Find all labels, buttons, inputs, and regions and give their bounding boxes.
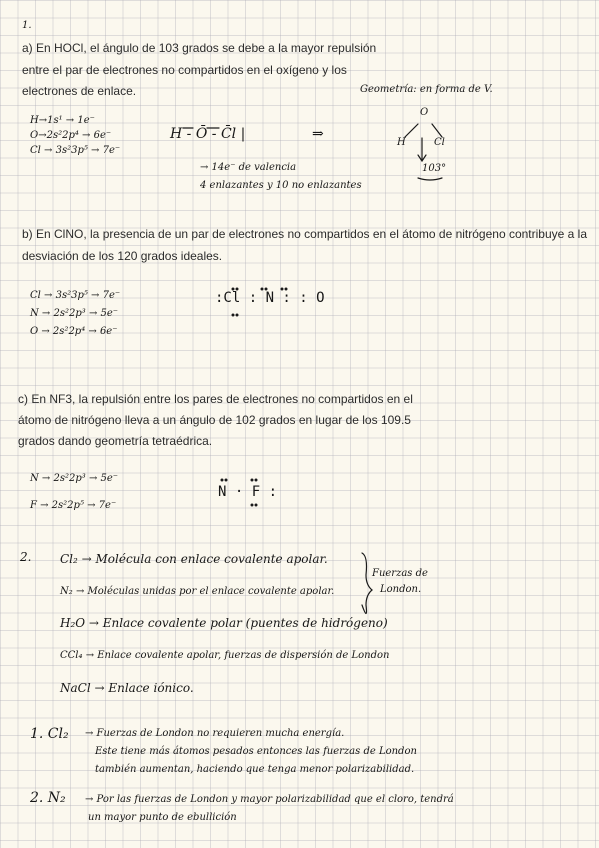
part-c-line-3: grados dando geometría tetraédrica. [18, 434, 213, 448]
config-h: H→1s¹ → 1e⁻ [30, 115, 95, 126]
molecule-cl-atom: Cl [434, 137, 445, 148]
lewis-hocl: H - Ō - C̄l | [170, 126, 246, 142]
answer-1-line-2: Este tiene más átomos pesados entonces las fuerzas de London [95, 746, 417, 757]
answer-2-label: 2. N₂ [30, 790, 66, 806]
part-a-line-1: a) En HOCl, el ángulo de 103 grados se debe a la mayor repulsión [22, 41, 377, 55]
config-o: O→2s²2p⁴ → 6e⁻ [30, 130, 112, 141]
compound-cl2: Cl₂ → Molécula con enlace covalente apolar. [60, 552, 328, 566]
part-a-line-3: electrones de enlace. [22, 84, 137, 98]
section-number-2: 2. [20, 550, 32, 564]
angle-arrow-icon [418, 138, 426, 161]
lewis-nf3: N · F : [218, 484, 278, 500]
molecule-o-atom: O [420, 107, 429, 118]
geometry-note: Geometría: en forma de V. [360, 84, 493, 95]
part-b-line-2: desviación de los 120 grados ideales. [22, 249, 223, 263]
config-cl-b: Cl → 3s²3p⁵ → 7e⁻ [30, 290, 121, 301]
section-number-1: 1. [22, 20, 32, 31]
part-c-line-2: átomo de nitrógeno lleva a un ángulo de 102 grados en lugar de los 109.5 [18, 413, 411, 427]
compound-nacl: NaCl → Enlace iónico. [60, 681, 194, 695]
implies-arrow: ⇒ [312, 126, 324, 142]
bond-o-h [405, 124, 418, 137]
valence-count: → 14e⁻ de valencia [200, 162, 297, 173]
answer-1-line-1: → Fuerzas de London no requieren mucha energía. [85, 728, 345, 739]
molecule-h-atom: H [397, 137, 406, 148]
answer-2-line-2: un mayor punto de ebullición [88, 812, 237, 823]
curly-brace-icon [362, 553, 372, 614]
compound-h2o: H₂O → Enlace covalente polar (puentes de hidrógeno) [60, 616, 388, 630]
config-cl: Cl → 3s²3p⁵ → 7e⁻ [30, 145, 121, 156]
answer-1-label: 1. Cl₂ [30, 726, 69, 742]
bond-o-cl [432, 124, 442, 137]
answer-1-line-3: también aumentan, haciendo que tenga menor polarizabilidad. [95, 764, 415, 775]
config-n-b: N → 2s²2p³ → 5e⁻ [30, 308, 119, 319]
compound-ccl4: CCl₄ → Enlace covalente apolar, fuerzas de dispersión de London [60, 650, 390, 661]
bond-angle: 103° [422, 163, 447, 174]
config-o-b: O → 2s²2p⁴ → 6e⁻ [30, 326, 118, 337]
part-a-line-2: entre el par de electrones no compartidos en el oxígeno y los [22, 63, 347, 77]
bonding-count: 4 enlazantes y 10 no enlazantes [200, 180, 362, 191]
compound-n2: N₂ → Moléculas unidas por el enlace covalente apolar. [60, 586, 335, 597]
brace-label-line-2: London. [380, 584, 422, 595]
part-b-line-1: b) En ClNO, la presencia de un par de electrones no compartidos en el átomo de nitrógeno contribuye a la [22, 227, 587, 241]
angle-underline [418, 178, 442, 180]
brace-label-line-1: Fuerzas de [372, 568, 428, 579]
answer-2-line-1: → Por las fuerzas de London y mayor polarizabilidad que el cloro, tendrá [85, 794, 454, 805]
part-c-line-1: c) En NF3, la repulsión entre los pares de electrones no compartidos en el [18, 392, 413, 406]
config-n-c: N → 2s²2p³ → 5e⁻ [30, 473, 119, 484]
lewis-clno: :Cl : N : : O [215, 290, 325, 306]
config-f-c: F → 2s²2p⁵ → 7e⁻ [30, 500, 117, 511]
